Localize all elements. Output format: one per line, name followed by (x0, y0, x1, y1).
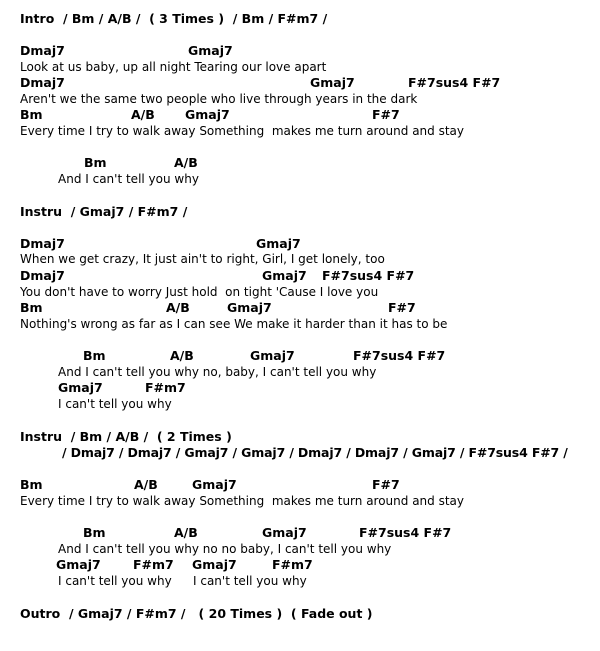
lyric-line (0, 285, 379, 301)
chord-line (0, 477, 400, 493)
lyric: When we get crazy, It just ain't to right, Girl, I get lonely, too (20, 252, 385, 266)
chord: Dmaj7 (20, 236, 65, 251)
lyric-line (0, 92, 418, 108)
lyric: You don't have to worry Just hold on tight 'Cause I love you (20, 285, 379, 299)
chord: A/B (174, 525, 198, 540)
chord: Bm (84, 155, 107, 170)
chord-text: Instru / Gmaj7 / F#m7 / (20, 204, 188, 219)
chord: Gmaj7 (192, 557, 237, 572)
chord: A/B (166, 300, 190, 315)
chord: A/B (131, 107, 155, 122)
chord: A/B (170, 348, 194, 363)
chord: Gmaj7 (310, 75, 355, 90)
lyric: And I can't tell you why no no baby, I can't tell you why (58, 542, 392, 556)
chord-line (0, 155, 198, 171)
chord: F#7 (372, 107, 400, 122)
chord-line (0, 43, 233, 59)
chord: A/B (174, 155, 198, 170)
chord: F#7 (388, 300, 416, 315)
lyric-line (0, 124, 465, 140)
chord: Bm (20, 107, 43, 122)
lyric: Nothing's wrong as far as I can see We make it harder than it has to be (20, 317, 448, 331)
chord: Bm (83, 348, 106, 363)
chord: F#7sus4 F#7 (322, 268, 415, 283)
lyric: I can't tell you why (58, 397, 172, 411)
lyric-line (0, 252, 385, 268)
chord-line (0, 557, 313, 573)
chord: A/B (134, 477, 158, 492)
instru-line (0, 204, 188, 220)
chord-text: Outro / Gmaj7 / F#m7 / ( 20 Times ) ( Fade out ) (20, 606, 373, 621)
chord: Gmaj7 (227, 300, 272, 315)
chord: F#m7 (133, 557, 174, 572)
chord: F#7 (372, 477, 400, 492)
chord-line (0, 268, 415, 284)
chord: Gmaj7 (262, 525, 307, 540)
chord: Dmaj7 (20, 75, 65, 90)
chord: Gmaj7 (188, 43, 233, 58)
chord: Gmaj7 (256, 236, 301, 251)
intro-line (0, 11, 328, 27)
chord-line (0, 380, 186, 396)
chord: Gmaj7 (58, 380, 103, 395)
lyric: Every time I try to walk away Something makes me turn around and stay (20, 124, 465, 138)
chord: Gmaj7 (262, 268, 307, 283)
lyric-line (0, 397, 172, 413)
chord-line (0, 348, 446, 364)
lyric: And I can't tell you why (58, 172, 199, 186)
lyric: Aren't we the same two people who live through years in the dark (20, 92, 418, 106)
lyric: Look at us baby, up all night Tearing our love apart (20, 60, 327, 74)
instru-line (0, 429, 232, 445)
lyric-line (0, 542, 392, 558)
chord-line (0, 107, 400, 123)
lyric: I can't tell you why (58, 574, 172, 588)
chord-text: Intro / Bm / A/B / ( 3 Times ) / Bm / F#m7 / (20, 11, 328, 26)
chord: F#7sus4 F#7 (359, 525, 452, 540)
chord: F#m7 (272, 557, 313, 572)
chord: Gmaj7 (185, 107, 230, 122)
chord: Dmaj7 (20, 268, 65, 283)
chord: Gmaj7 (192, 477, 237, 492)
chord-line (0, 236, 301, 252)
lyric-line (0, 317, 448, 333)
chord-line (0, 300, 416, 316)
progression-line (0, 445, 568, 461)
chord: Dmaj7 (20, 43, 65, 58)
chord-line (0, 525, 452, 541)
lyric: I can't tell you why (193, 574, 307, 588)
lyric-line (0, 172, 199, 188)
outro-line (0, 606, 373, 622)
chord: Bm (20, 477, 43, 492)
chord: F#m7 (145, 380, 186, 395)
chord-line (0, 75, 501, 91)
lyric: Every time I try to walk away Something makes me turn around and stay (20, 494, 465, 508)
lyric-line (0, 60, 327, 76)
chord: Gmaj7 (56, 557, 101, 572)
chord: Gmaj7 (250, 348, 295, 363)
chord: Bm (20, 300, 43, 315)
lyric: And I can't tell you why no, baby, I can't tell you why (58, 365, 377, 379)
chord-text: Instru / Bm / A/B / ( 2 Times ) (20, 429, 232, 444)
lyric-line (0, 494, 465, 510)
chord: Bm (83, 525, 106, 540)
chord: F#7sus4 F#7 (408, 75, 501, 90)
lyric-line (0, 574, 307, 590)
chord: F#7sus4 F#7 (353, 348, 446, 363)
lyric-line (0, 365, 377, 381)
chord-text: / Dmaj7 / Dmaj7 / Gmaj7 / Gmaj7 / Dmaj7 / Dmaj7 / Gmaj7 / F#7sus4 F#7 / (62, 445, 568, 460)
